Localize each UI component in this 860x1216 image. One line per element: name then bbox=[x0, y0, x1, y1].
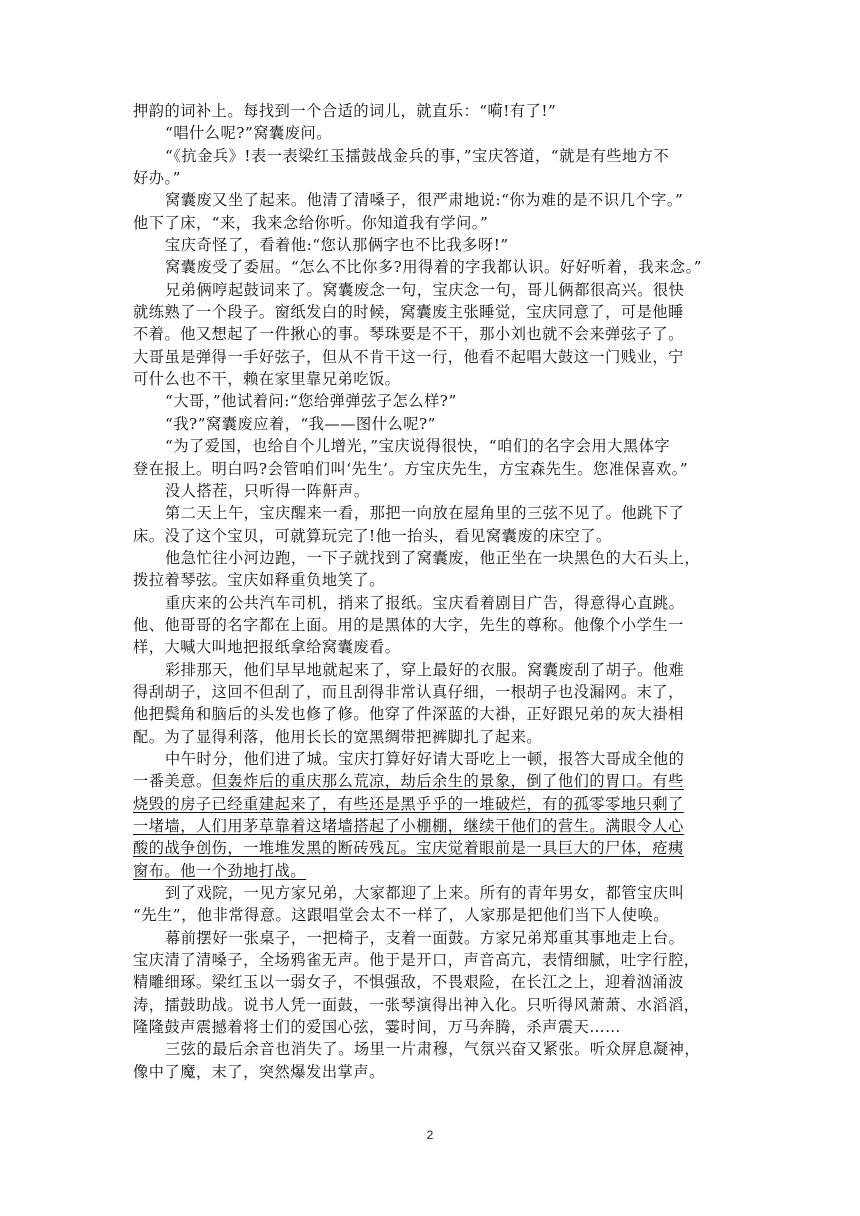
text-line bbox=[133, 301, 733, 323]
text-line bbox=[133, 770, 733, 792]
line-text: 他把鬓角和脑后的头发也修了修。他穿了件深蓝的大褂，正好跟兄弟的灰大褂相 bbox=[133, 705, 684, 724]
line-text: “大哥，”他试着问:“您给弹弹弦子怎么样?” bbox=[165, 392, 457, 411]
text-line bbox=[133, 569, 733, 591]
text-line bbox=[133, 413, 733, 435]
line-text: 兄弟俩哼起鼓词来了。窝囊废念一句，宝庆念一句，哥儿俩都很高兴。很快 bbox=[165, 280, 685, 299]
line-text: “先生”，他非常得意。这跟唱堂会太不一样了，人家那是把他们当下人使唤。 bbox=[133, 906, 669, 925]
line-text: 宝庆清了清嗓子，全场鸦雀无声。他于是开口，声音高亢，表情细腻，吐字行腔， bbox=[133, 951, 700, 970]
text-line bbox=[133, 458, 733, 480]
text-line bbox=[133, 949, 733, 971]
text-line bbox=[133, 882, 733, 904]
body-text bbox=[133, 100, 733, 1083]
line-text: “为了爱国，也给自个儿增光，”宝庆说得很快，“咱们的名字会用大黑体字 bbox=[165, 437, 671, 456]
text-line bbox=[133, 971, 733, 993]
line-text: 他下了床，“来，我来念给你听。你知道我有学问。” bbox=[133, 213, 489, 232]
text-line bbox=[133, 1061, 733, 1083]
text-line bbox=[133, 681, 733, 703]
line-text: 就练熟了一个段子。窗纸发白的时候，窝囊废主张睡觉，宝庆同意了，可是他睡 bbox=[133, 303, 684, 322]
text-line bbox=[133, 256, 733, 278]
text-line bbox=[133, 234, 733, 256]
line-text: 样，大喊大叫地把报纸拿给窝囊废看。 bbox=[133, 638, 401, 657]
underlined-text: 但轰炸后的重庆那么荒凉，劫后余生的景象，倒了他们的胃口。有些 bbox=[211, 772, 684, 791]
text-line bbox=[133, 614, 733, 636]
line-text: 精雕细琢。梁红玉以一弱女子，不惧强敌，不畏艰险，在长江之上，迎着汹涌波 bbox=[133, 973, 684, 992]
line-text: 好办。” bbox=[133, 169, 181, 188]
text-line bbox=[133, 502, 733, 524]
text-line bbox=[133, 100, 733, 122]
line-text: 拨拉着琴弦。宝庆如释重负地笑了。 bbox=[133, 571, 385, 590]
line-text: 酸的战争创伤，一堆堆发黑的断砖残瓦。宝庆觉着眼前是一具巨大的尸体，疮痍 bbox=[133, 839, 684, 858]
text-line bbox=[133, 1038, 733, 1060]
line-text: 三弦的最后余音也消失了。场里一片肃穆，气氛兴奋又紧张。听众屏息凝神， bbox=[165, 1040, 701, 1059]
line-text: 隆隆鼓声震撼着将士们的爱国心弦，霎时间，万马奔腾，杀声震天…… bbox=[133, 1018, 621, 1037]
text-line bbox=[133, 435, 733, 457]
line-text: 涛，擂鼓助战。说书人凭一面鼓，一张琴演得出神入化。只听得风萧萧、水滔滔， bbox=[133, 995, 700, 1014]
text-line bbox=[133, 592, 733, 614]
line-text: 登在报上。明白吗?会管咱们叫‘先生’。方宝庆先生，方宝森先生。您准保喜欢。” bbox=[133, 459, 689, 478]
line-text: 一番美意。 bbox=[133, 772, 212, 791]
line-text: 押韵的词补上。每找到一个合适的词儿，就直乐：“嗬!有了!” bbox=[133, 102, 557, 120]
text-line bbox=[133, 860, 733, 882]
text-line bbox=[133, 815, 733, 837]
line-text: 像中了魔，末了，突然爆发出掌声。 bbox=[133, 1062, 385, 1081]
line-text: 窝囊废受了委屈。“怎么不比你多?用得着的字我都认识。好好听着，我来念。” bbox=[165, 258, 703, 277]
page-number: 2 bbox=[426, 1128, 434, 1142]
line-text: 可什么也不干，赖在家里靠兄弟吃饭。 bbox=[133, 370, 401, 389]
line-text: 中午时分，他们进了城。宝庆打算好好请大哥吃上一顿，报答大哥成全他的 bbox=[165, 749, 685, 768]
text-line bbox=[133, 323, 733, 345]
text-line bbox=[133, 904, 733, 926]
text-line bbox=[133, 748, 733, 770]
line-text: 宝庆奇怪了，看着他:“您认那俩字也不比我多呀!” bbox=[165, 236, 509, 255]
line-text: 配。为了显得利落，他用长长的宽黑绸带把裤脚扎了起来。 bbox=[133, 727, 543, 746]
text-line bbox=[133, 793, 733, 815]
line-text: 彩排那天，他们早早地就起来了，穿上最好的衣服。窝囊废刮了胡子。他难 bbox=[165, 660, 685, 679]
line-text: 没人搭茬，只听得一阵鼾声。 bbox=[165, 481, 370, 500]
text-line bbox=[133, 703, 733, 725]
line-text: 得刮胡子，这回不但刮了，而且刮得非常认真仔细，一根胡子也没漏网。末了， bbox=[133, 682, 684, 701]
line-text: 他、他哥哥的名字都在上面。用的是黑体的大字，先生的尊称。他像个小学生一 bbox=[133, 615, 684, 634]
line-text: 床。没了这个宝贝，可就算玩完了!他一抬头，看见窝囊废的床空了。 bbox=[133, 526, 612, 545]
text-line bbox=[133, 145, 733, 167]
text-line bbox=[133, 726, 733, 748]
line-text: “《抗金兵》!表一表梁红玉擂鼓战金兵的事，”宝庆答道，“就是有些地方不 bbox=[165, 146, 670, 165]
text-line bbox=[133, 480, 733, 502]
line-text: 不着。他又想起了一件揪心的事。琴珠要是不干，那小刘也就不会来弹弦子了。 bbox=[133, 325, 684, 344]
text-line bbox=[133, 636, 733, 658]
text-line bbox=[133, 837, 733, 859]
text-line bbox=[133, 122, 733, 144]
line-text: 窗布。他一个劲地打战。 bbox=[133, 861, 307, 880]
text-line bbox=[133, 659, 733, 681]
text-line bbox=[133, 1016, 733, 1038]
text-line bbox=[133, 547, 733, 569]
line-text: 他急忙往小河边跑，一下子就找到了窝囊废，他正坐在一块黑色的大石头上， bbox=[165, 548, 701, 567]
text-line bbox=[133, 167, 733, 189]
text-line bbox=[133, 368, 733, 390]
line-text: “唱什么呢?”窝囊废问。 bbox=[165, 124, 332, 143]
text-line bbox=[133, 994, 733, 1016]
text-line bbox=[133, 927, 733, 949]
line-text: 一堵墙，人们用茅草靠着这堵墙搭起了小棚棚，继续干他们的营生。满眼令人心 bbox=[133, 817, 684, 835]
line-text: “我?”窝囊废应着，“我——图什么呢?” bbox=[165, 414, 436, 433]
line-text: 大哥虽是弹得一手好弦子，但从不肯干这一行，他看不起唱大鼓这一门贱业，宁 bbox=[133, 347, 684, 366]
line-text: 幕前摆好一张桌子，一把椅子，支着一面鼓。方家兄弟郑重其事地走上台。 bbox=[165, 928, 685, 947]
text-line bbox=[133, 390, 733, 412]
line-text: 到了戏院，一见方家兄弟，大家都迎了上来。所有的青年男女，都管宝庆叫 bbox=[165, 884, 685, 903]
text-line bbox=[133, 212, 733, 234]
text-line bbox=[133, 525, 733, 547]
text-line bbox=[133, 346, 733, 368]
line-text: 烧毁的房子已经重建起来了，有些还是黑乎乎的一堆破烂，有的孤零零地只剩了 bbox=[133, 794, 684, 813]
line-text: 重庆来的公共汽车司机，捎来了报纸。宝庆看着剧目广告，得意得心直跳。 bbox=[165, 593, 685, 612]
text-line bbox=[133, 189, 733, 211]
line-text: 第二天上午，宝庆醒来一看，那把一向放在屋角里的三弦不见了。他跳下了 bbox=[165, 504, 685, 523]
line-text: 窝囊废又坐了起来。他清了清嗓子，很严肃地说:“你为难的是不识几个字。” bbox=[165, 191, 684, 210]
text-line bbox=[133, 279, 733, 301]
